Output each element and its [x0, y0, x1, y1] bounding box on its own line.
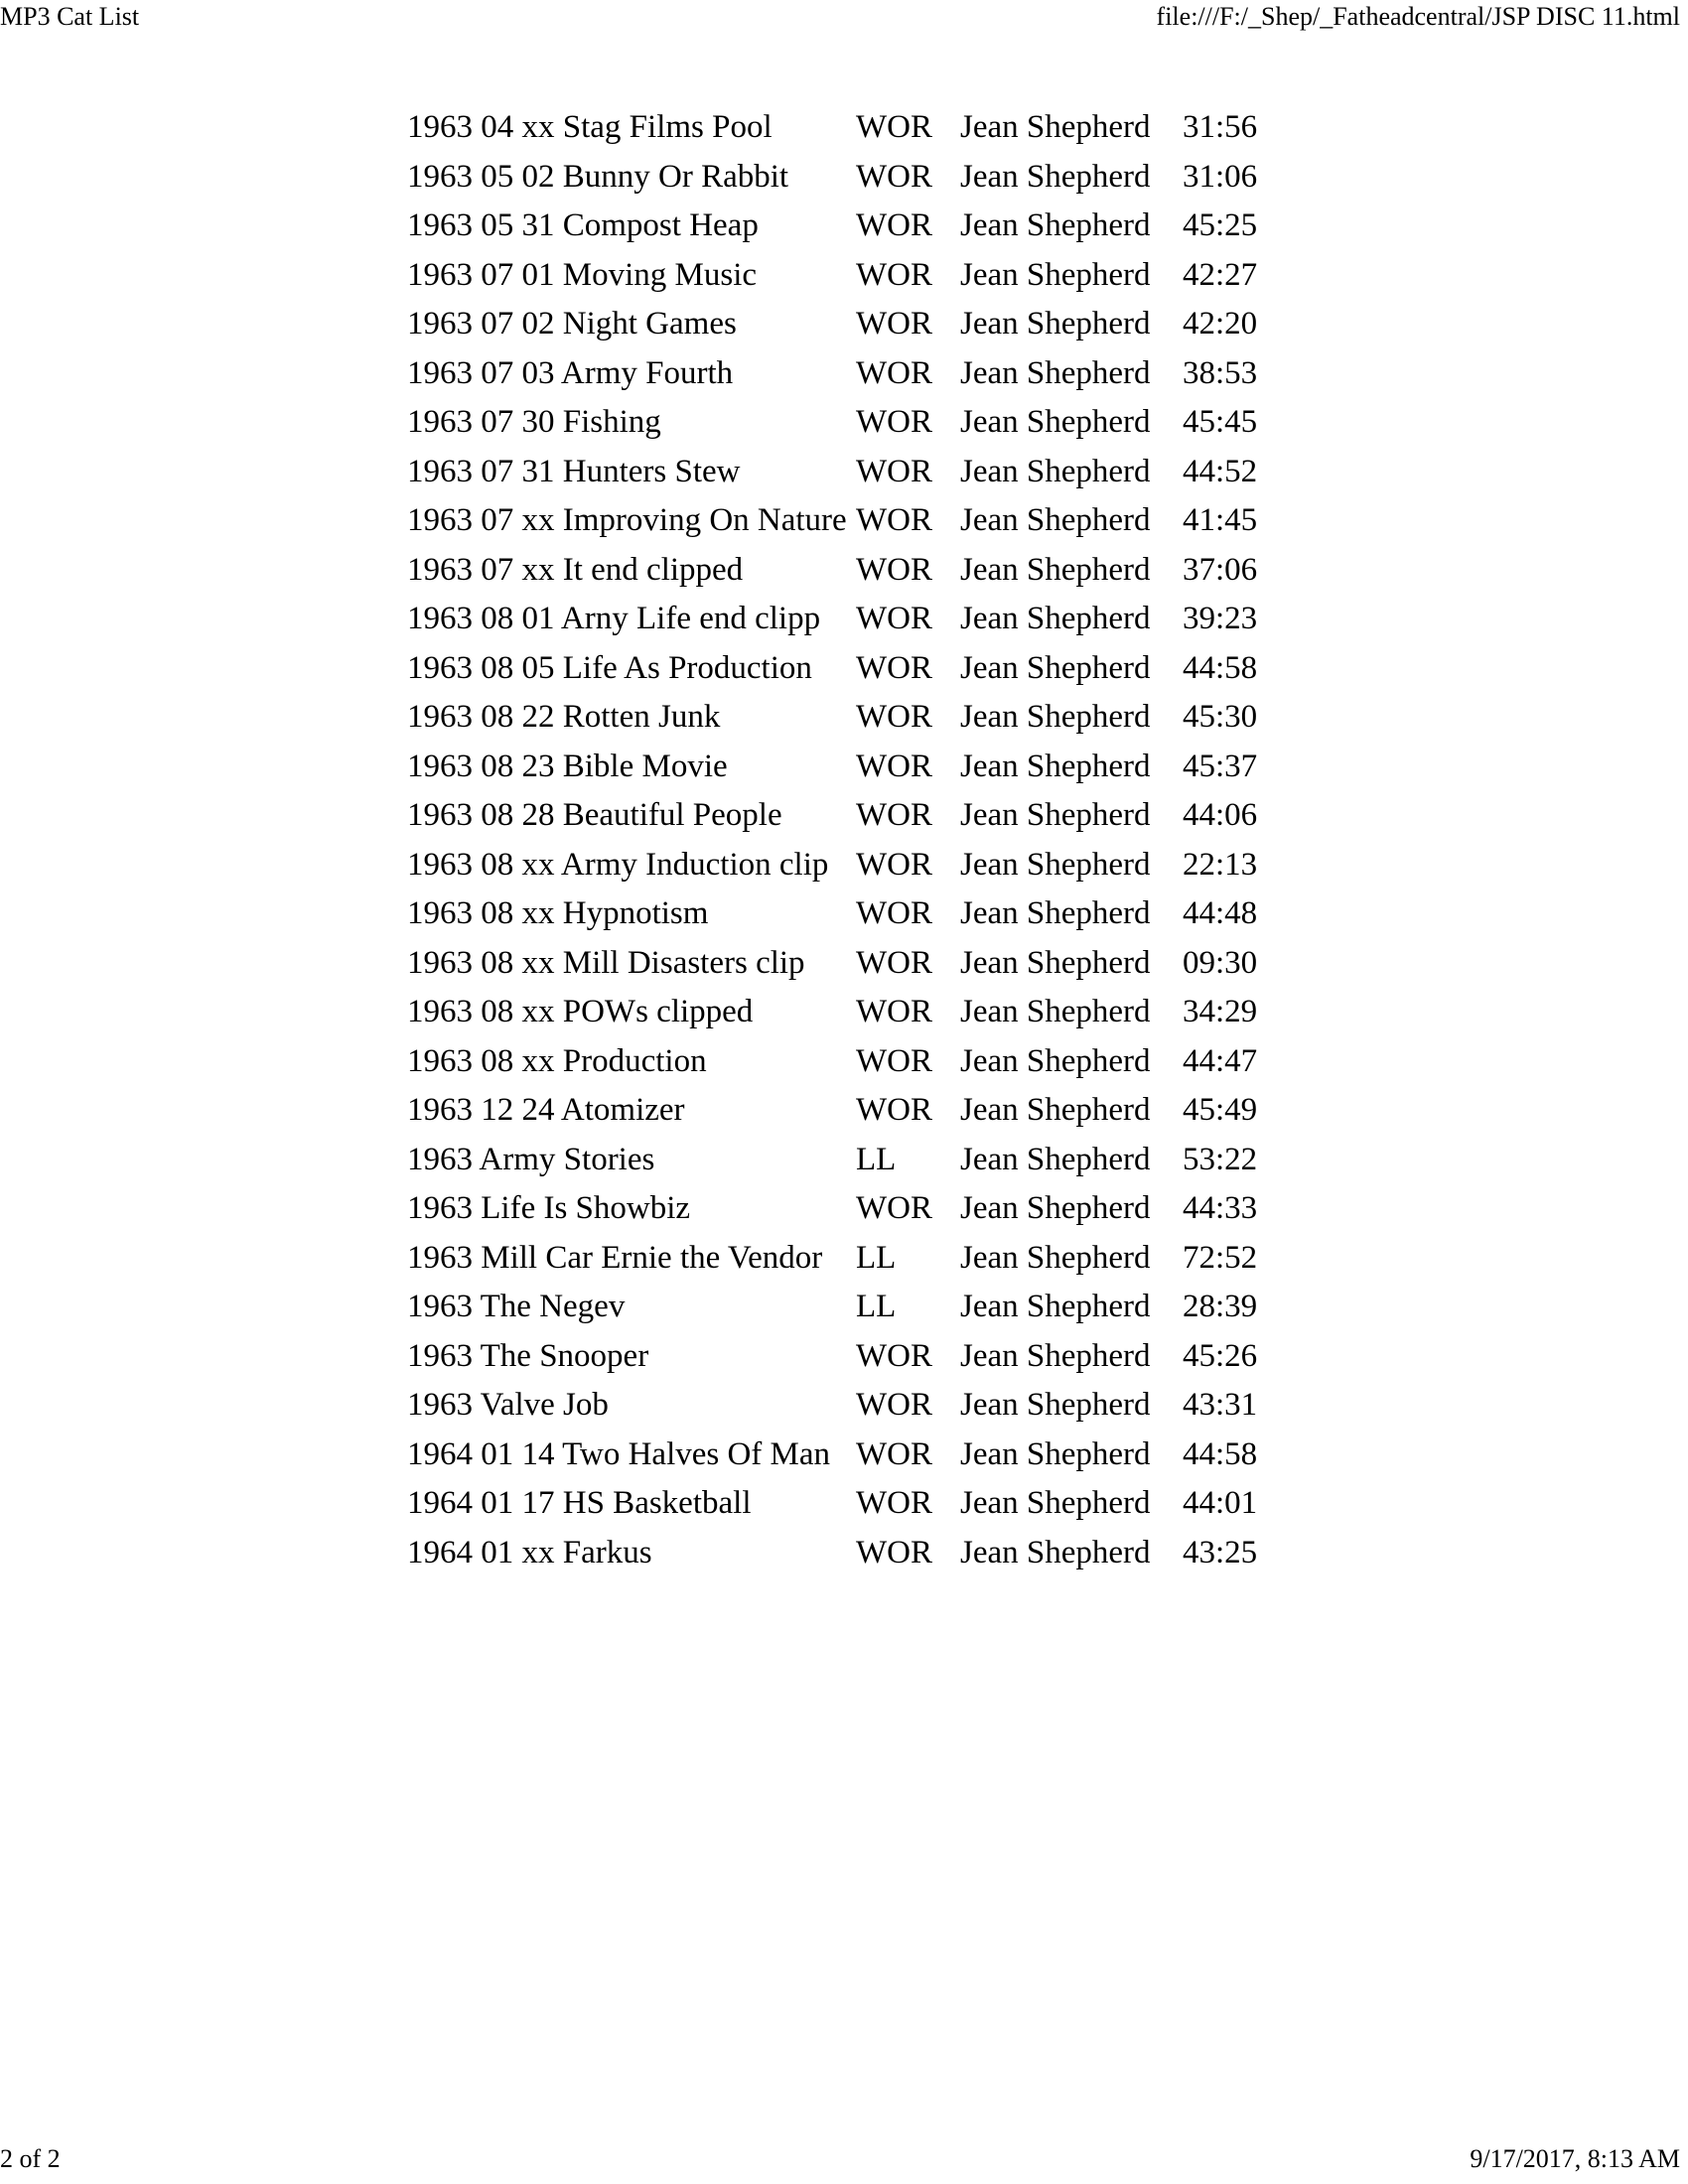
row-station: WOR	[856, 207, 932, 244]
table-row	[407, 743, 1272, 792]
table-row	[407, 595, 1272, 644]
row-station: WOR	[856, 1485, 932, 1522]
table-row	[407, 1283, 1272, 1332]
table-row	[407, 841, 1272, 890]
row-station: WOR	[856, 502, 932, 539]
row-title: 1963 The Negev	[407, 1289, 626, 1325]
row-duration: 45:45	[1183, 404, 1258, 441]
row-title: 1963 07 xx It end clipped	[407, 551, 744, 588]
row-duration: 44:06	[1183, 797, 1258, 834]
row-duration: 31:06	[1183, 158, 1258, 195]
row-title: 1963 08 01 Arny Life end clipp	[407, 601, 821, 637]
row-station: WOR	[856, 1435, 932, 1472]
row-host: Jean Shepherd	[960, 306, 1151, 342]
row-station: WOR	[856, 994, 932, 1030]
row-title: 1963 07 02 Night Games	[407, 306, 737, 342]
row-duration: 38:53	[1183, 354, 1258, 391]
row-host: Jean Shepherd	[960, 1289, 1151, 1325]
row-host: Jean Shepherd	[960, 1534, 1151, 1570]
row-duration: 41:45	[1183, 502, 1258, 539]
row-duration: 45:49	[1183, 1092, 1258, 1129]
row-duration: 53:22	[1183, 1141, 1258, 1177]
row-title: 1963 Army Stories	[407, 1141, 655, 1177]
table-row	[407, 988, 1272, 1037]
row-duration: 39:23	[1183, 601, 1258, 637]
row-title: 1963 05 31 Compost Heap	[407, 207, 759, 244]
row-station: WOR	[856, 453, 932, 489]
row-title: 1964 01 17 HS Basketball	[407, 1485, 752, 1522]
row-duration: 22:13	[1183, 846, 1258, 883]
row-duration: 44:33	[1183, 1190, 1258, 1227]
row-host: Jean Shepherd	[960, 895, 1151, 932]
table-row	[407, 349, 1272, 399]
row-title: 1963 08 xx POWs clipped	[407, 994, 754, 1030]
row-duration: 31:56	[1183, 109, 1258, 146]
row-host: Jean Shepherd	[960, 256, 1151, 293]
row-host: Jean Shepherd	[960, 649, 1151, 686]
row-station: WOR	[856, 404, 932, 441]
row-host: Jean Shepherd	[960, 994, 1151, 1030]
row-station: WOR	[856, 846, 932, 883]
row-title: 1963 Life Is Showbiz	[407, 1190, 691, 1227]
row-duration: 28:39	[1183, 1289, 1258, 1325]
print-timestamp: 9/17/2017, 8:13 AM	[1470, 2144, 1680, 2173]
row-title: 1963 The Snooper	[407, 1337, 649, 1374]
table-row	[407, 889, 1272, 939]
catalog-body	[407, 103, 1272, 1577]
row-station: WOR	[856, 256, 932, 293]
table-row	[407, 1184, 1272, 1234]
row-duration: 44:01	[1183, 1485, 1258, 1522]
row-duration: 34:29	[1183, 994, 1258, 1030]
row-host: Jean Shepherd	[960, 1435, 1151, 1472]
row-station: WOR	[856, 1387, 932, 1424]
page-number: 2 of 2	[0, 2144, 61, 2173]
table-row	[407, 300, 1272, 349]
row-duration: 42:20	[1183, 306, 1258, 342]
row-host: Jean Shepherd	[960, 502, 1151, 539]
row-title: 1963 08 05 Life As Production	[407, 649, 812, 686]
table-row	[407, 939, 1272, 989]
row-title: 1963 08 xx Mill Disasters clip	[407, 944, 805, 981]
table-row	[407, 693, 1272, 743]
row-title: 1963 07 03 Army Fourth	[407, 354, 734, 391]
row-station: WOR	[856, 109, 932, 146]
row-station: WOR	[856, 306, 932, 342]
row-duration: 44:58	[1183, 1435, 1258, 1472]
row-station: WOR	[856, 158, 932, 195]
row-title: 1963 08 xx Production	[407, 1042, 707, 1079]
table-row	[407, 202, 1272, 251]
row-station: WOR	[856, 797, 932, 834]
row-station: WOR	[856, 895, 932, 932]
row-station: WOR	[856, 1534, 932, 1570]
table-row	[407, 1529, 1272, 1578]
row-station: WOR	[856, 354, 932, 391]
row-duration: 37:06	[1183, 551, 1258, 588]
table-row	[407, 791, 1272, 841]
row-station: WOR	[856, 944, 932, 981]
row-title: 1963 08 xx Hypnotism	[407, 895, 709, 932]
table-row	[407, 1136, 1272, 1185]
row-host: Jean Shepherd	[960, 846, 1151, 883]
table-row	[407, 251, 1272, 301]
row-host: Jean Shepherd	[960, 797, 1151, 834]
row-station: WOR	[856, 699, 932, 736]
row-station: WOR	[856, 1337, 932, 1374]
row-station: WOR	[856, 649, 932, 686]
table-row	[407, 1234, 1272, 1284]
row-title: 1963 04 xx Stag Films Pool	[407, 109, 773, 146]
row-station: WOR	[856, 1042, 932, 1079]
table-row	[407, 1037, 1272, 1087]
catalog-table	[407, 103, 1272, 1577]
row-title: 1963 Valve Job	[407, 1387, 609, 1424]
table-row	[407, 1479, 1272, 1529]
row-station: WOR	[856, 601, 932, 637]
row-host: Jean Shepherd	[960, 1042, 1151, 1079]
row-station: WOR	[856, 1190, 932, 1227]
row-duration: 45:37	[1183, 748, 1258, 784]
row-host: Jean Shepherd	[960, 1337, 1151, 1374]
row-duration: 72:52	[1183, 1239, 1258, 1276]
row-host: Jean Shepherd	[960, 551, 1151, 588]
page-title: MP3 Cat List	[0, 2, 140, 31]
row-title: 1964 01 14 Two Halves Of Man	[407, 1435, 831, 1472]
row-title: 1963 07 xx Improving On Nature	[407, 502, 847, 539]
row-duration: 09:30	[1183, 944, 1258, 981]
row-title: 1963 12 24 Atomizer	[407, 1092, 685, 1129]
row-duration: 44:48	[1183, 895, 1258, 932]
row-station: WOR	[856, 551, 932, 588]
row-duration: 43:25	[1183, 1534, 1258, 1570]
row-station: LL	[856, 1239, 897, 1276]
row-title: 1963 08 28 Beautiful People	[407, 797, 782, 834]
table-row	[407, 1381, 1272, 1431]
row-host: Jean Shepherd	[960, 354, 1151, 391]
file-path: file:///F:/_Shep/_Fatheadcentral/JSP DISC 11.html	[1156, 2, 1680, 31]
row-host: Jean Shepherd	[960, 748, 1151, 784]
table-row	[407, 546, 1272, 596]
row-host: Jean Shepherd	[960, 1239, 1151, 1276]
row-host: Jean Shepherd	[960, 699, 1151, 736]
row-duration: 45:25	[1183, 207, 1258, 244]
row-title: 1963 07 31 Hunters Stew	[407, 453, 741, 489]
row-duration: 44:47	[1183, 1042, 1258, 1079]
row-station: WOR	[856, 1092, 932, 1129]
table-row	[407, 448, 1272, 497]
row-title: 1963 08 22 Rotten Junk	[407, 699, 721, 736]
row-duration: 45:26	[1183, 1337, 1258, 1374]
row-title: 1963 08 23 Bible Movie	[407, 748, 728, 784]
row-host: Jean Shepherd	[960, 453, 1151, 489]
row-host: Jean Shepherd	[960, 1092, 1151, 1129]
row-host: Jean Shepherd	[960, 207, 1151, 244]
row-host: Jean Shepherd	[960, 1485, 1151, 1522]
table-row	[407, 153, 1272, 203]
row-duration: 42:27	[1183, 256, 1258, 293]
row-duration: 44:52	[1183, 453, 1258, 489]
row-host: Jean Shepherd	[960, 944, 1151, 981]
row-host: Jean Shepherd	[960, 1387, 1151, 1424]
row-duration: 45:30	[1183, 699, 1258, 736]
table-row	[407, 1332, 1272, 1382]
table-row	[407, 644, 1272, 694]
row-station: LL	[856, 1141, 897, 1177]
row-title: 1964 01 xx Farkus	[407, 1534, 652, 1570]
row-host: Jean Shepherd	[960, 158, 1151, 195]
table-row	[407, 1431, 1272, 1480]
table-row	[407, 398, 1272, 448]
row-station: WOR	[856, 748, 932, 784]
row-title: 1963 05 02 Bunny Or Rabbit	[407, 158, 789, 195]
row-title: 1963 07 30 Fishing	[407, 404, 661, 441]
row-host: Jean Shepherd	[960, 1141, 1151, 1177]
row-host: Jean Shepherd	[960, 601, 1151, 637]
row-station: LL	[856, 1289, 897, 1325]
row-host: Jean Shepherd	[960, 404, 1151, 441]
row-title: 1963 07 01 Moving Music	[407, 256, 758, 293]
row-title: 1963 Mill Car Ernie the Vendor	[407, 1239, 823, 1276]
row-host: Jean Shepherd	[960, 1190, 1151, 1227]
row-title: 1963 08 xx Army Induction clip	[407, 846, 829, 883]
table-row	[407, 103, 1272, 153]
row-duration: 43:31	[1183, 1387, 1258, 1424]
table-row	[407, 1086, 1272, 1136]
table-row	[407, 496, 1272, 546]
row-host: Jean Shepherd	[960, 109, 1151, 146]
row-duration: 44:58	[1183, 649, 1258, 686]
